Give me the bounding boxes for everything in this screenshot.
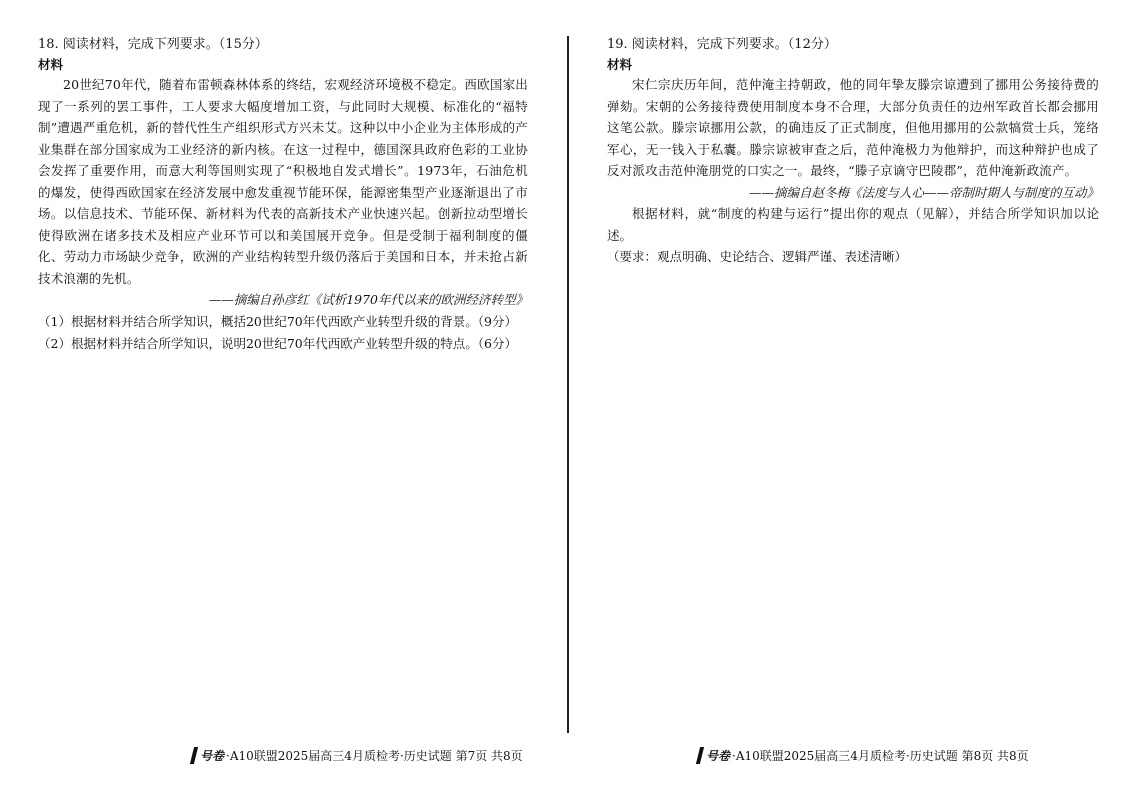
material-source: ——摘编自赵冬梅《法度与人心——帝制时期人与制度的互动》: [748, 184, 1099, 200]
material-passage: 宋仁宗庆历年间，范仲淹主持朝政，他的同年挚友滕宗谅遭到了挪用公务接待费的弹劾。宋朝的公务接待费使用制度本身不合理，大部分负责任的边州军政首长都会挪用这笔公款。滕宗谅挪用公款，的确违反了正式制度，但他用挪用的公款犒赏士兵，笼络军心，无一钱入于私囊。滕宗谅被审查之后，范仲淹极力为他辩护，而这种辩护也成了反对派攻击范仲淹朋党的口实之一。最终，“滕子京谪守巴陵郡”，范仲淹新政流产。: [607, 77, 1099, 178]
brand-logo-icon: [190, 747, 198, 764]
footer-text: ·A10联盟2025届高三4月质检考·历史试题 第8页 共8页: [732, 749, 1029, 763]
footer-text: ·A10联盟2025届高三4月质检考·历史试题 第7页 共8页: [226, 749, 523, 763]
question-18-heading: 18. 阅读材料，完成下列要求。（15分）: [38, 37, 268, 52]
answer-requirement: （要求：观点明确、史论结合、逻辑严谨、表述清晰）: [607, 249, 908, 264]
sub-question-2: （2）根据材料并结合所学知识，说明20世纪70年代西欧产业转型升级的特点。（6分）: [38, 335, 517, 351]
page-divider: [567, 36, 569, 733]
question-19-heading: 19. 阅读材料，完成下列要求。（12分）: [607, 37, 837, 52]
right-page-column: [607, 34, 1099, 268]
material-label: 材料: [607, 57, 633, 72]
brand-logo-text: 号卷: [706, 749, 731, 763]
page-footer-left: [192, 747, 523, 764]
brand-logo-text: 号卷: [200, 749, 225, 763]
task-instruction: 根据材料，就“制度的构建与运行”提出你的观点（见解），并结合所学知识加以论述。: [607, 206, 1099, 243]
sub-question-1: （1）根据材料并结合所学知识，概括20世纪70年代西欧产业转型升级的背景。（9分）: [38, 313, 517, 329]
brand-logo-icon: [696, 747, 704, 764]
material-passage: 20世纪70年代，随着布雷顿森林体系的终结，宏观经济环境极不稳定。西欧国家出现了一系列的罢工事件，工人要求大幅度增加工资，与此同时大规模、标准化的“福特制”遭遇严重危机，新的替代性生产组织形式方兴未艾。这种以中小企业为主体形成的产业集群在部分国家成为工业经济的新内核。在这一过程中，德国深具政府色彩的工业协会发挥了重要作用，而意大利等国则实现了“积极地自发式增长”。1973年，石油危机的爆发，使得西欧国家在经济发展中愈发重视节能环保，能源密集型产业逐渐退出了市场。以信息技术、节能环保、新材料为代表的高新技术产业快速兴起。创新拉动型增长使得欧洲在诸多技术及相应产业环节可以和美国展开竞争。但是受制于福利制度的僵化、劳动力市场缺少竞争，欧洲的产业结构转型升级仍落后于美国和日本，并未抢占新技术浪潮的先机。: [38, 77, 528, 286]
material-label: 材料: [38, 57, 64, 72]
page-footer-right: [698, 747, 1029, 764]
left-page-column: [38, 34, 528, 355]
material-source: ——摘编自孙彦红《试析1970年代以来的欧洲经济转型》: [208, 292, 528, 307]
